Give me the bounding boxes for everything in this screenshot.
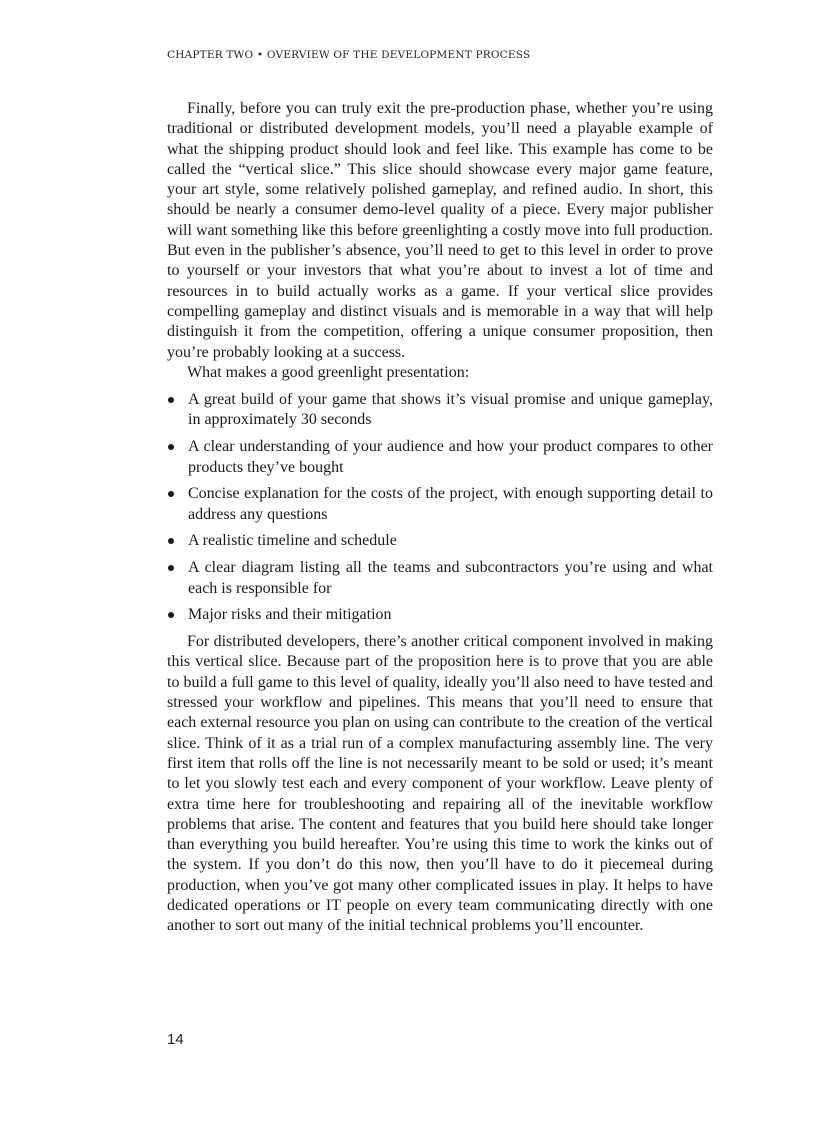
list-item xyxy=(167,484,713,525)
list-item xyxy=(167,437,713,478)
list-item xyxy=(167,558,713,599)
list-item-text: Concise explanation for the costs of the project, with enough supporting detail to address any questions xyxy=(188,485,713,523)
list-item-text: Major risks and their mitigation xyxy=(188,606,392,624)
list-item-text: A clear diagram listing all the teams and subcontractors you’re using and what each is responsible for xyxy=(188,559,713,597)
paragraph-distributed-developers: For distributed developers, there’s another critical component involved in making this vertical slice. Because part of the proposition here is to prove that you are able to build a full game to this level of quality, ideally you’ll also need to have tested and stressed your workflow and pipelines. This means that you’ll need to ensure that each external resource you plan on using can contribute to the creation of the vertical slice. Think of it as a trial run of a complex manufacturing assembly line. The very first item that rolls off the line is not necessarily meant to be sold or used; it’s meant to let you slowly test each and every component of your workflow. Leave plenty of extra time here for troubleshooting and repairing all of the inevitable workflow problems that arise. The content and features that you build here should take longer than everything you build hereafter. You’re using this time to work the kinks out of the system. If you don’t do this now, then you’ll have to do it piecemeal during production, when you’ve got many other complicated issues in play. It helps to have dedicated operations or IT people on every team communicating directly with one another to sort out many of the initial technical problems you’ll encounter. xyxy=(167,633,713,935)
bullet-icon xyxy=(168,538,174,544)
list-item xyxy=(167,531,713,551)
list-item xyxy=(167,390,713,431)
list-item xyxy=(167,605,713,625)
bullet-icon xyxy=(168,565,174,571)
bullet-icon xyxy=(168,491,174,497)
running-head: CHAPTER TWO • OVERVIEW OF THE DEVELOPMENT PROCESS xyxy=(167,49,531,61)
paragraph-greenlight-intro: What makes a good greenlight presentation: xyxy=(187,363,470,381)
book-page xyxy=(167,0,713,1123)
body-text xyxy=(167,99,713,937)
list-item-text: A great build of your game that shows it’s visual promise and unique gameplay, in approximately 30 seconds xyxy=(188,391,713,429)
list-item-text: A realistic timeline and schedule xyxy=(188,532,397,550)
list-item-text: A clear understanding of your audience and how your product compares to other products they’ve bought xyxy=(188,438,713,476)
paragraph-vertical-slice: Finally, before you can truly exit the pre-production phase, whether you’re using traditional or distributed development models, you’ll need a playable example of what the shipping product should look and feel like. This example has come to be called the “vertical slice.” This slice should showcase every major game feature, your art style, some relatively polished gameplay, and refined audio. In short, this should be nearly a consumer demo-level quality of a piece. Every major publisher will want something like this before greenlighting a costly move into full production. But even in the publisher’s absence, you’ll need to get to this level in order to prove to yourself or your investors that what you’re about to invest a lot of time and resources in to build actually works as a game. If your vertical slice provides compelling gameplay and distinct visuals and is memorable in a way that will help distinguish it from the competition, offering a unique consumer proposition, then you’re probably looking at a success. xyxy=(167,100,713,361)
page-number: 14 xyxy=(167,1031,184,1048)
bullet-icon xyxy=(168,397,174,403)
bullet-icon xyxy=(168,444,174,450)
greenlight-bullet-list xyxy=(167,390,713,625)
bullet-icon xyxy=(168,612,174,618)
